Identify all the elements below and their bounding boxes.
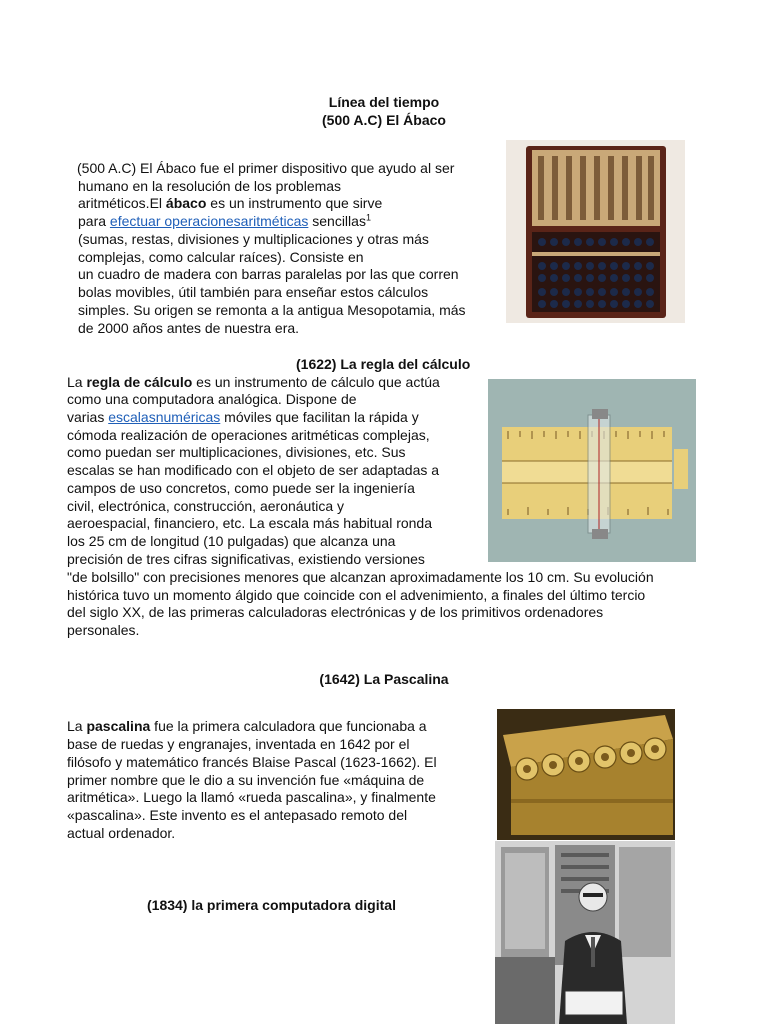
text-line: bolas movibles, útil también para enseñar estos cálculos xyxy=(78,284,429,300)
text-line: como puedan ser multiplicaciones, divisiones, etc. Sus xyxy=(67,444,406,460)
text-line: cómoda realización de operaciones aritméticas complejas, xyxy=(67,427,430,443)
text-line: (500 A.C) El Ábaco fue el primer dispositivo que ayudo al ser xyxy=(77,160,455,176)
text-line: primer nombre que le dio a su invención fue «máquina de xyxy=(67,772,425,788)
text-line: actual ordenador. xyxy=(67,825,176,841)
pascaline-photo xyxy=(497,709,675,840)
text-line: base de ruedas y engranajes, inventada en 1642 por el xyxy=(67,736,410,752)
computer-man-photo xyxy=(495,841,675,1024)
digital-heading: (1834) la primera computadora digital xyxy=(147,897,396,913)
text-line: varias escalasnuméricas móviles que facilitan la rápida y xyxy=(67,409,419,425)
text-line: civil, electrónica, construcción, aeronáutica y xyxy=(67,498,345,514)
text-line: simples. Su origen se remonta a la antigua Mesopotamia, más xyxy=(78,302,466,318)
text-line: del siglo XX, de las primeras calculadoras electrónicas y de los primitivos ordenadores xyxy=(67,604,604,620)
text-line: filósofo y matemático francés Blaise Pascal (1623-1662). El xyxy=(67,754,437,770)
regla-heading: (1622) La regla del cálculo xyxy=(296,356,471,372)
timeline-title xyxy=(0,94,768,129)
text-line: complejas, como calcular raíces). Consiste en xyxy=(78,249,364,265)
pascalina-heading: (1642) La Pascalina xyxy=(319,671,449,687)
bold-term: ábaco xyxy=(165,195,207,211)
timeline-heading: Línea del tiempo xyxy=(328,94,440,110)
text-line: campos de uso concretos, como puede ser la ingeniería xyxy=(67,480,415,496)
text-line: personales. xyxy=(67,622,140,638)
slide-rule-photo xyxy=(488,379,696,562)
text-line: La pascalina fue la primera calculadora que funcionaba a xyxy=(67,718,427,734)
text-line: aritméticos.El ábaco es un instrumento que sirve xyxy=(78,195,383,211)
text-line: humano en la resolución de los problemas xyxy=(78,178,342,194)
bold-term: pascalina xyxy=(86,718,151,734)
text-line: de 2000 años antes de nuestra era. xyxy=(78,320,300,336)
footnote-ref[interactable]: 1 xyxy=(365,212,371,223)
text-line: La regla de cálculo es un instrumento de cálculo que actúa xyxy=(67,374,440,390)
abacus-photo xyxy=(506,140,685,323)
text-line: histórica tuvo un momento álgido que coincide con el advenimiento, a finales del último tercio xyxy=(67,587,646,603)
abaco-heading: (500 A.C) El Ábaco xyxy=(322,111,446,128)
text-line: "de bolsillo" con precisiones menores que alcanzan aproximadamente los 10 cm. Su evolución xyxy=(67,569,654,585)
text-line: aritmética». Luego la llamó «rueda pascalina», y finalmente xyxy=(67,789,436,805)
text-line: (sumas, restas, divisiones y multiplicaciones y otras más xyxy=(78,231,429,247)
link-escalas[interactable]: escalasnuméricas xyxy=(108,409,221,425)
text-line: aeroespacial, financiero, etc. La escala más habitual ronda xyxy=(67,515,432,531)
link-operaciones[interactable]: efectuar operacionesaritméticas xyxy=(109,213,309,229)
text-line: para efectuar operacionesaritméticas sencillas$^1$ xyxy=(78,212,371,229)
text-line: escalas se han modificado con el objeto de ser adaptadas a xyxy=(67,462,440,478)
text-line: los 25 cm de longitud (10 pulgadas) que alcanza una xyxy=(67,533,396,549)
text-line: como una computadora analógica. Dispone de xyxy=(67,391,357,407)
text-line: precisión de tres cifras significativas, existiendo versiones xyxy=(67,551,425,567)
text-line: un cuadro de madera con barras paralelas por las que corren xyxy=(78,266,459,282)
text-line: «pascalina». Este invento es el antepasado remoto del xyxy=(67,807,408,823)
bold-term: regla de cálculo xyxy=(86,374,193,390)
